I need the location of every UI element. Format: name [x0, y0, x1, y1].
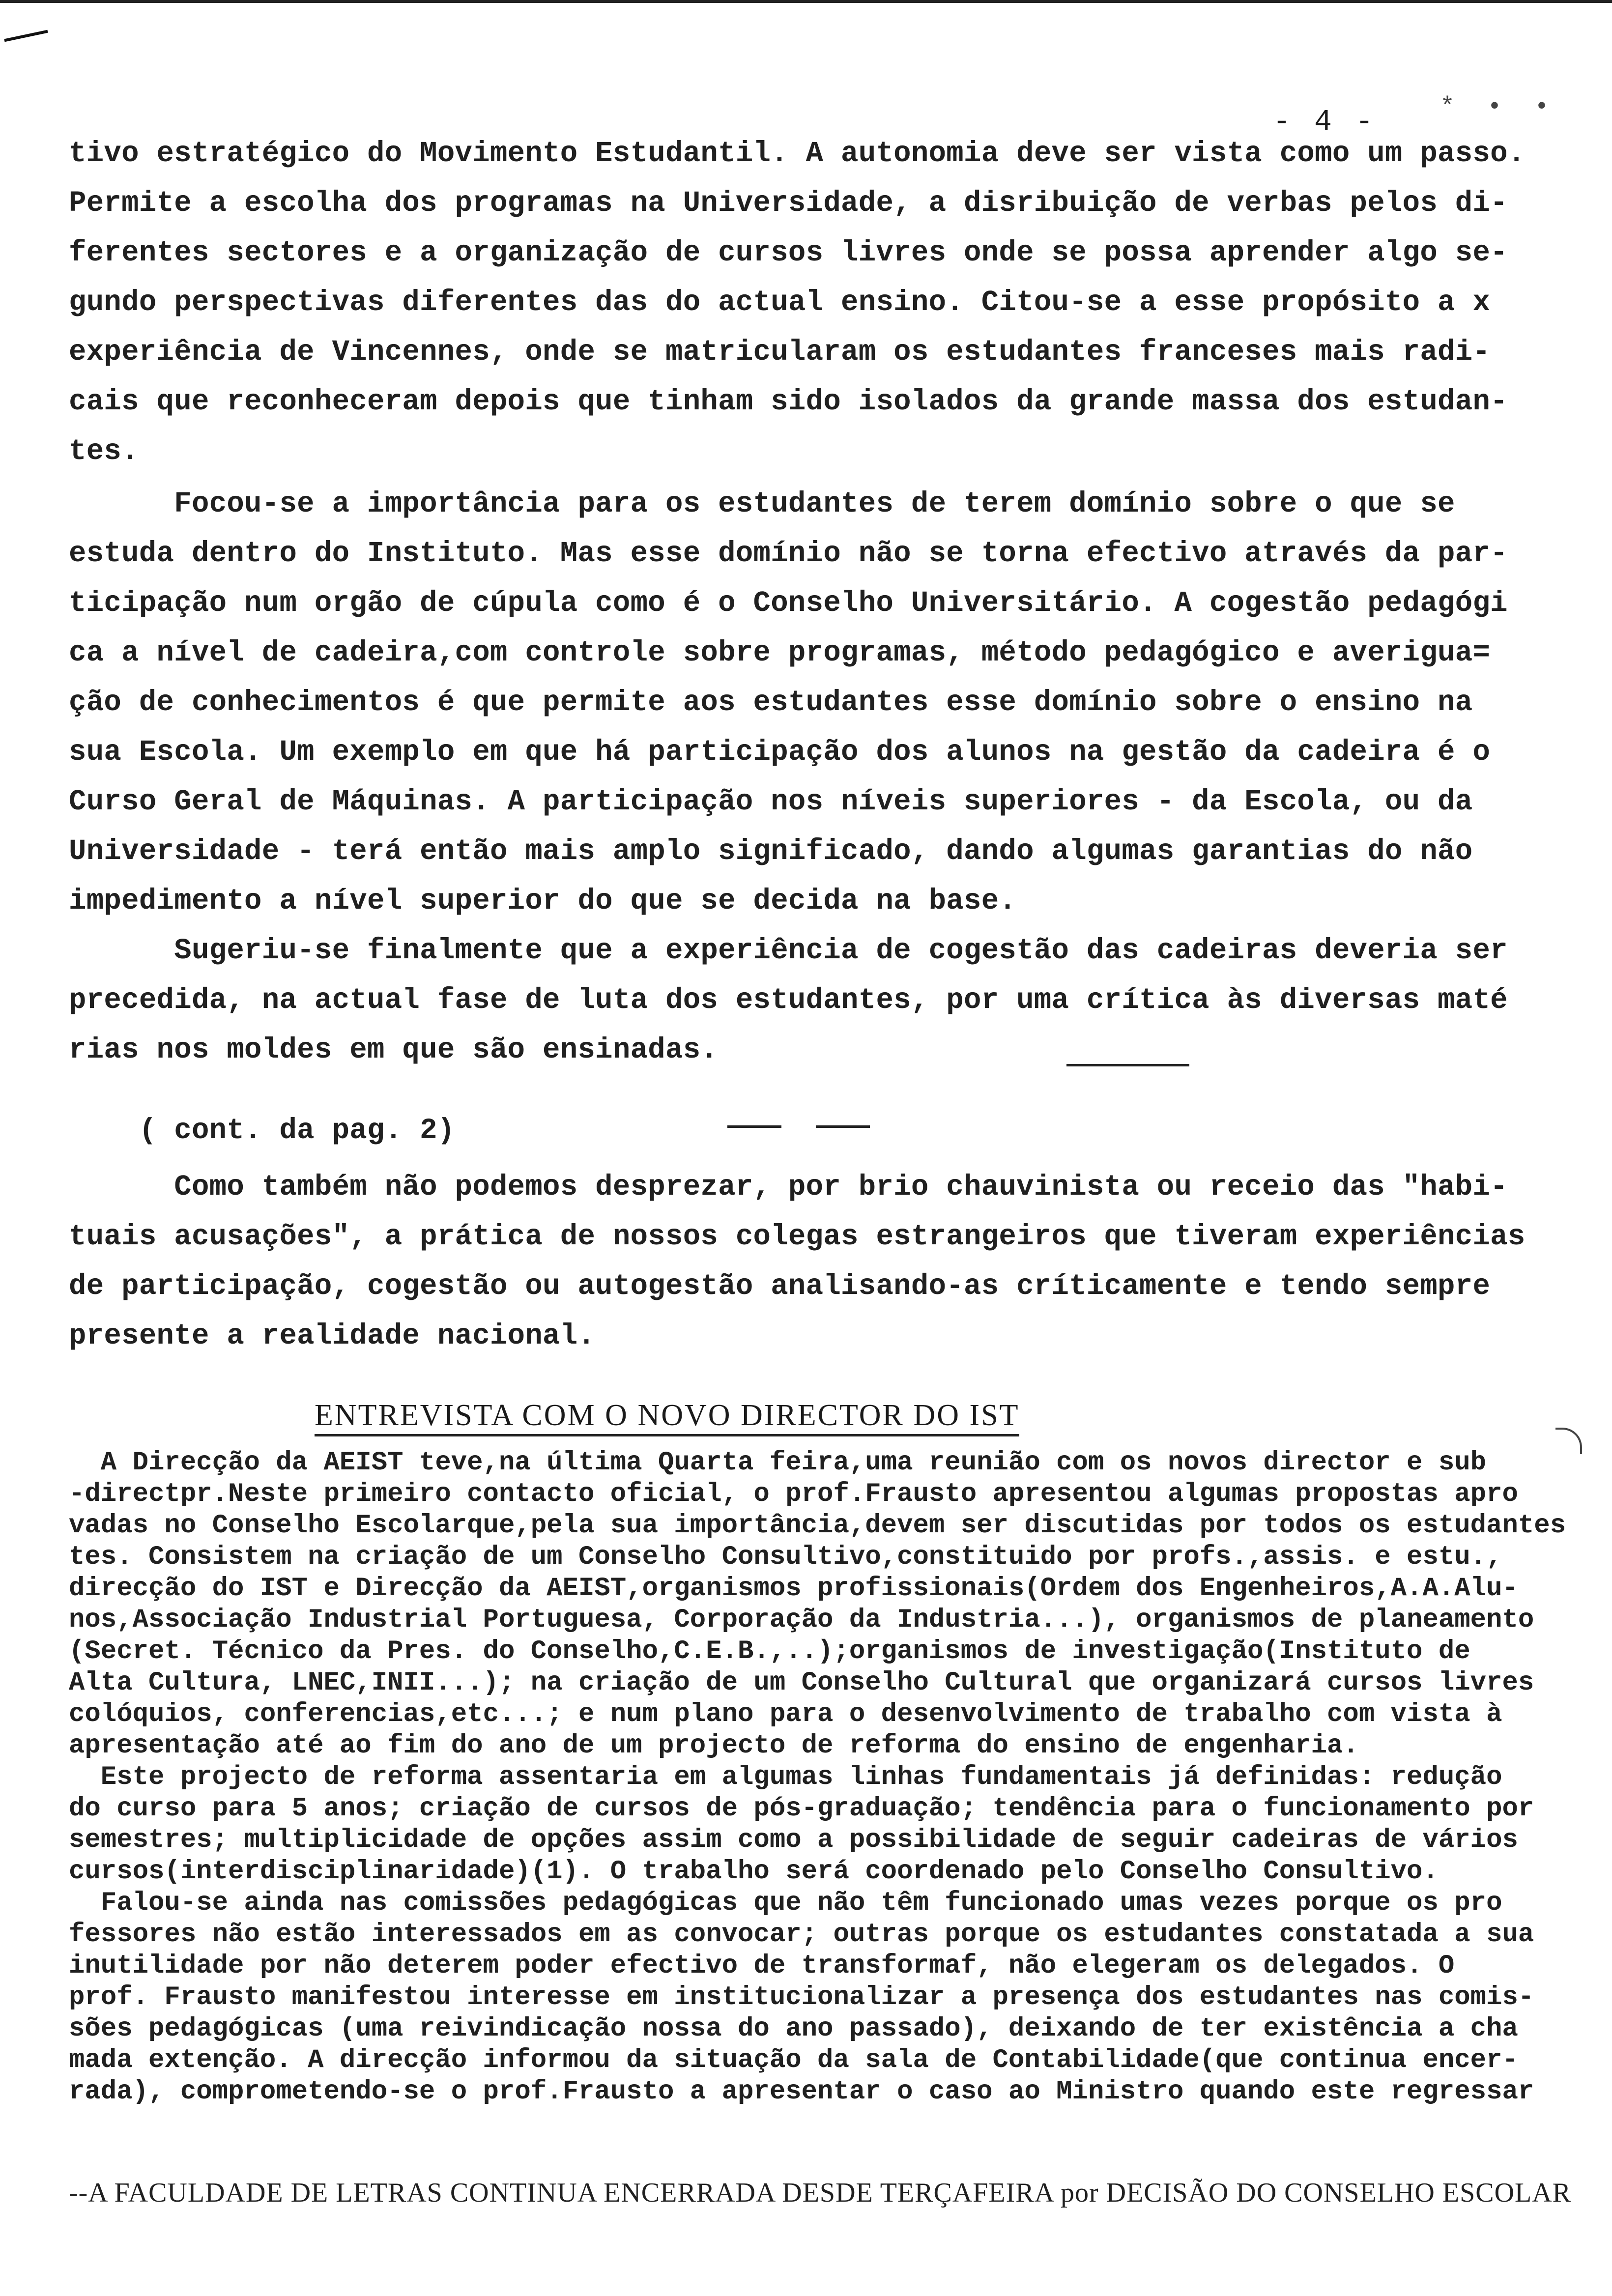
text-line: sua Escola. Um exemplo em que há participação dos alunos na gestão da cadeira é o: [69, 736, 1491, 769]
text-line: gundo perspectivas diferentes das do actual ensino. Citou-se a esse propósito a x: [69, 286, 1491, 319]
text-line: ticipação num orgão de cúpula como é o Conselho Universitário. A cogestão pedagógi: [69, 587, 1508, 620]
text-line: Curso Geral de Máquinas. A participação nos níveis superiores - da Escola, ou da: [69, 785, 1473, 818]
text-line: ferentes sectores e a organização de cursos livres onde se possa aprender algo se-: [69, 236, 1508, 269]
text-line: inutilidade por não deterem poder efectivo de transformaf, não elegeram os delegados. O: [69, 1951, 1455, 1981]
corner-pen-mark: [4, 30, 48, 42]
corner-marks: * • •: [1440, 93, 1558, 121]
text-line: Focou-se a importância para os estudantes de terem domínio sobre o que se: [69, 488, 1455, 520]
paragraph-cogestao: [69, 479, 1543, 1075]
footer-notice: --A FACULDADE DE LETRAS CONTINUA ENCERRADA DESDE TERÇAFEIRA por DECISÃO DO CONSELHO ESCOLAR: [69, 2178, 1572, 2208]
paragraph-autonomy: [69, 129, 1543, 476]
paragraph-practice: [69, 1162, 1543, 1361]
text-line: Sugeriu-se finalmente que a experiência de cogestão das cadeiras deveria ser: [69, 934, 1508, 967]
text-line: mada extenção. A direcção informou da situação da sala de Contabilidade(que continua encer-: [69, 2045, 1518, 2075]
interview-heading: ENTREVISTA COM O NOVO DIRECTOR DO IST: [315, 1398, 1019, 1436]
text-line: colóquios, conferencias,etc...; e num plano para o desenvolvimento de trabalho com vista à: [69, 1699, 1502, 1729]
text-line: tes.: [69, 435, 139, 468]
text-line: tes. Consistem na criação de um Conselho Consultivo,constituido por profs.,assis. e estu.,: [69, 1542, 1502, 1572]
text-line: impedimento a nível superior do que se decida na base.: [69, 885, 1017, 918]
text-line: estuda dentro do Instituto. Mas esse domínio não se torna efectivo através da par-: [69, 537, 1508, 570]
text-line: nos,Associação Industrial Portuguesa, Corporação da Industria...), organismos de planeamento: [69, 1605, 1534, 1635]
text-line: semestres; multiplicidade de opções assim como a possibilidade de seguir cadeiras de vários: [69, 1825, 1518, 1855]
text-line: fessores não estão interessados em as convocar; outras porque os estudantes constatada a sua: [69, 1920, 1534, 1950]
text-line: ção de conhecimentos é que permite aos estudantes esse domínio sobre o ensino na: [69, 686, 1473, 719]
text-line: (Secret. Técnico da Pres. do Conselho,C.E.B.,..);organismos de investigação(Instituto de: [69, 1636, 1470, 1666]
text-line: de participação, cogestão ou autogestão analisando-as críticamente e tendo sempre: [69, 1270, 1491, 1303]
interview-body: [69, 1447, 1587, 2108]
text-line: -directpr.Neste primeiro contacto oficial, o prof.Frausto apresentou algumas propostas apro: [69, 1479, 1518, 1509]
section-rule: [1066, 1064, 1189, 1066]
text-line: tivo estratégico do Movimento Estudantil. A autonomia deve ser vista como um passo.: [69, 137, 1526, 170]
text-line: tuais acusações", a prática de nossos colegas estrangeiros que tiveram experiências: [69, 1220, 1526, 1253]
text-line: rias nos moldes em que são ensinadas.: [69, 1033, 719, 1066]
text-line: ca a nível de cadeira,com controle sobre programas, método pedagógico e averigua=: [69, 636, 1491, 669]
text-line: Universidade - terá então mais amplo significado, dando algumas garantias do não: [69, 835, 1473, 868]
text-line: Alta Cultura, LNEC,INII...); na criação de um Conselho Cultural que organizará cursos livres: [69, 1668, 1534, 1698]
text-line: sões pedagógicas (uma reivindicação nossa do ano passado), deixando de ter existência a cha: [69, 2014, 1518, 2044]
cont-label: ( cont. da pag. 2): [69, 1114, 455, 1147]
text-line: A Direcção da AEIST teve,na última Quarta feira,uma reunião com os novos director e sub: [69, 1448, 1487, 1478]
continuation-label: [69, 1106, 1543, 1155]
text-line: vadas no Conselho Escolarque,pela sua importância,devem ser discutidas por todos os estudantes: [69, 1511, 1566, 1541]
page-number: - 4 -: [1273, 106, 1377, 139]
text-line: direcção do IST e Direcção da AEIST,organismos profissionais(Ordem dos Engenheiros,A.A.Alu-: [69, 1574, 1518, 1604]
text-line: cursos(interdisciplinaridade)(1). O trabalho será coordenado pelo Conselho Consultivo.: [69, 1857, 1439, 1887]
text-line: presente a realidade nacional.: [69, 1320, 596, 1352]
text-line: cais que reconheceram depois que tinham sido isolados da grande massa dos estudan-: [69, 385, 1508, 418]
scan-top-edge: [0, 0, 1612, 3]
text-line: experiência de Vincennes, onde se matricularam os estudantes franceses mais radi-: [69, 336, 1491, 369]
text-line: prof. Frausto manifestou interesse em institucionalizar a presença dos estudantes nas comis-: [69, 1982, 1534, 2012]
text-line: Como também não podemos desprezar, por brio chauvinista ou receio das "habi-: [69, 1171, 1508, 1204]
text-line: apresentação até ao fim do ano de um projecto de reforma do ensino de engenharia.: [69, 1731, 1359, 1761]
text-line: Permite a escolha dos programas na Universidade, a disribuição de verbas pelos di-: [69, 187, 1508, 220]
text-line: precedida, na actual fase de luta dos estudantes, por uma crítica às diversas maté: [69, 984, 1508, 1017]
text-line: Este projecto de reforma assentaria em algumas linhas fundamentais já definidas: redução: [69, 1762, 1502, 1792]
text-line: do curso para 5 anos; criação de cursos de pós-graduação; tendência para o funcionamento por: [69, 1794, 1534, 1824]
text-line: Falou-se ainda nas comissões pedagógicas que não têm funcionado umas vezes porque os pro: [69, 1888, 1502, 1918]
text-line: rada), comprometendo-se o prof.Frausto a apresentar o caso ao Ministro quando este regressar: [69, 2077, 1534, 2107]
